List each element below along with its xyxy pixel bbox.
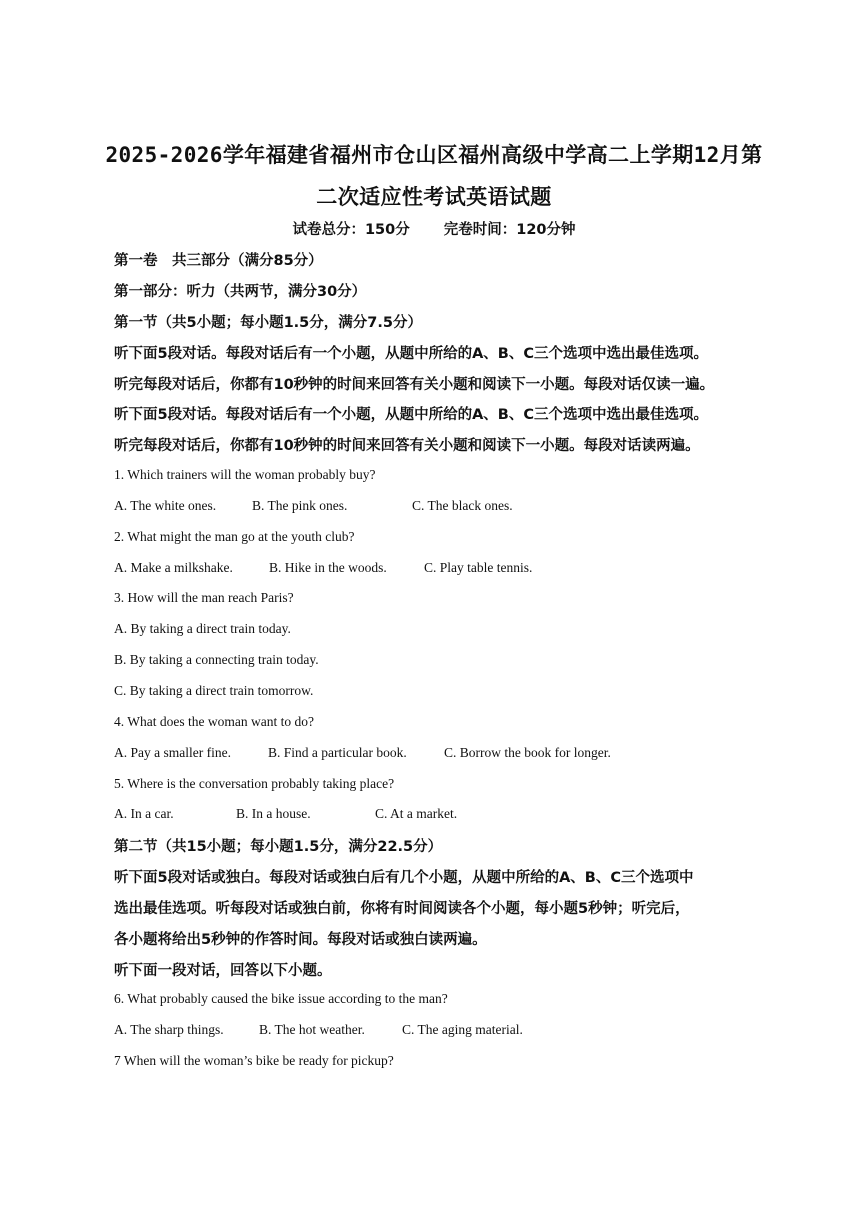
question-stem: 4. What does the woman want to do? <box>114 714 314 729</box>
answer-option: A. Pay a smaller fine. <box>114 745 231 760</box>
section1-instruction: 听完每段对话后，你都有10秒钟的时间来回答有关小题和阅读下一小题。每段对话仅读一遍。 <box>114 377 715 393</box>
volume-heading: 第一卷 共三部分（满分85分） <box>114 253 323 269</box>
section1-instruction: 听下面5段对话。每段对话后有一个小题，从题中所给的A、B、C三个选项中选出最佳选项。 <box>114 346 709 362</box>
question-stem: 7 When will the woman’s bike be ready for pickup? <box>114 1053 394 1068</box>
answer-option: C. Play table tennis. <box>424 560 533 575</box>
answer-option: C. Borrow the book for longer. <box>444 745 611 760</box>
answer-option: B. The pink ones. <box>252 498 348 513</box>
answer-option: A. The white ones. <box>114 498 217 513</box>
dialog-heading: 听下面一段对话，回答以下小题。 <box>114 963 332 979</box>
time-limit: 完卷时间：120分钟 <box>443 222 576 238</box>
exam-title-line-2: 二次适应性考试英语试题 <box>316 185 552 209</box>
answer-option: A. The sharp things. <box>114 1022 224 1037</box>
answer-option: A. In a car. <box>114 806 174 821</box>
answer-option: B. The hot weather. <box>259 1022 365 1037</box>
total-score: 试卷总分：150分 <box>292 222 410 238</box>
question-stem: 2. What might the man go at the youth club? <box>114 529 355 544</box>
question-stem: 6. What probably caused the bike issue according to the man? <box>114 991 448 1006</box>
exam-title-line-1: 2025-2026学年福建省福州市仓山区福州高级中学高二上学期12月第 <box>105 143 763 167</box>
answer-option: C. At a market. <box>375 806 458 821</box>
exam-meta <box>0 218 868 239</box>
question-stem: 3. How will the man reach Paris? <box>114 590 294 605</box>
part1-heading: 第一部分：听力（共两节，满分30分） <box>114 284 367 300</box>
question-stem: 5. Where is the conversation probably taking place? <box>114 776 395 791</box>
answer-option: C. The aging material. <box>402 1022 523 1037</box>
answer-option: B. Find a particular book. <box>268 745 407 760</box>
section2-heading: 第二节（共15小题；每小题1.5分，满分22.5分） <box>114 839 443 855</box>
answer-option: B. By taking a connecting train today. <box>114 652 319 667</box>
section2-instruction: 选出最佳选项。听每段对话或独白前，你将有时间阅读各个小题，每小题5秒钟；听完后， <box>114 901 690 917</box>
answer-option: C. The black ones. <box>412 498 513 513</box>
question-stem: 1. Which trainers will the woman probably buy? <box>114 467 376 482</box>
section1-heading: 第一节（共5小题；每小题1.5分，满分7.5分） <box>114 315 422 331</box>
answer-option: C. By taking a direct train tomorrow. <box>114 683 314 698</box>
section1-instruction: 听下面5段对话。每段对话后有一个小题，从题中所给的A、B、C三个选项中选出最佳选项。 <box>114 407 709 423</box>
section2-instruction: 听下面5段对话或独白。每段对话或独白后有几个小题，从题中所给的A、B、C三个选项中 <box>114 870 694 886</box>
answer-option: A. Make a milkshake. <box>114 560 233 575</box>
answer-option: B. In a house. <box>236 806 311 821</box>
answer-option: B. Hike in the woods. <box>269 560 387 575</box>
answer-option: A. By taking a direct train today. <box>114 621 291 636</box>
section2-instruction: 各小题将给出5秒钟的作答时间。每段对话或独白读两遍。 <box>114 932 487 948</box>
section1-instruction: 听完每段对话后，你都有10秒钟的时间来回答有关小题和阅读下一小题。每段对话读两遍。 <box>114 438 700 454</box>
